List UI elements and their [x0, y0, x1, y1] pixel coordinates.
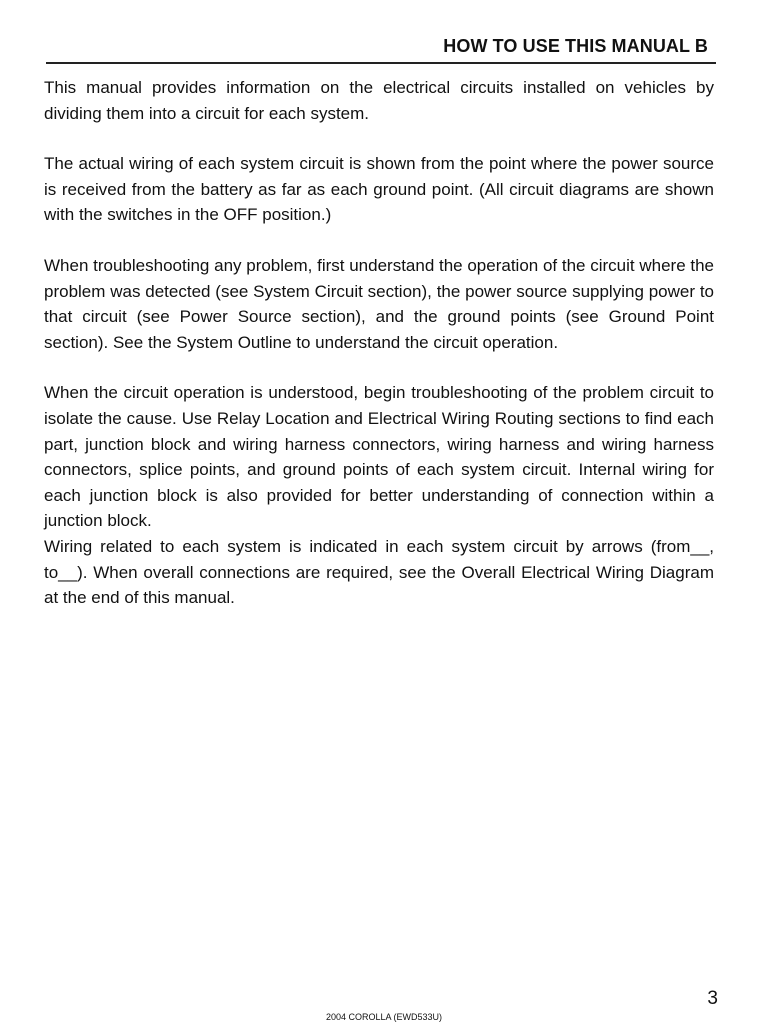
paragraph-wiring: The actual wiring of each system circuit is shown from the point where the power source is received from the battery as far as each ground point. (All circuit diagrams are shown with the switches in the OFF position.) [44, 154, 714, 225]
paragraph-troubleshooting: When troubleshooting any problem, first understand the operation of the circuit where the problem was detected (see System Circuit section), the power source supplying power to that circuit (see Power Source section), and the ground points (see Ground Point section). See the System Outline to understand the circuit operation. [44, 255, 714, 352]
footer-document-code: 2004 COROLLA (EWD533U) [325, 1012, 443, 1022]
header-rule [46, 62, 716, 64]
page-header-title: HOW TO USE THIS MANUAL B [443, 36, 708, 56]
body-text [44, 75, 714, 611]
page-number: 3 [707, 988, 718, 1009]
paragraph-circuit-operation: When the circuit operation is understood, begin troubleshooting of the problem circuit to isolate the cause. Use Relay Location and Electrical Wiring Routing sections to find each part, junction block and wiring harness connectors, wiring harness and wiring harness connectors, splice points, and ground points of each system circuit. Internal wiring for each junction block is also provided for better understanding of connection within a junction block. [44, 383, 714, 531]
paragraph-arrows: Wiring related to each system is indicated in each system circuit by arrows (from__, to__). When overall connections are required, see the Overall Electrical Wiring Diagram at the end of this manual. [44, 536, 714, 608]
paragraph-intro: This manual provides information on the electrical circuits installed on vehicles by dividing them into a circuit for each system. [44, 78, 714, 123]
